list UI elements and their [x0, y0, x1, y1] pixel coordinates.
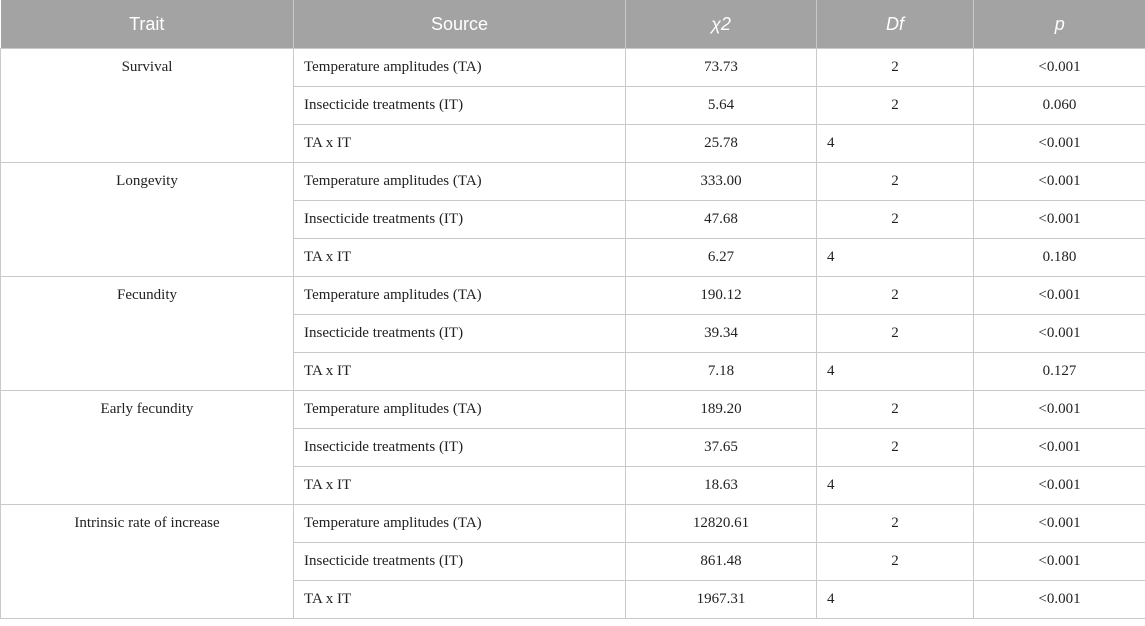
df-cell: 2 [817, 429, 974, 467]
p-value-cell: <0.001 [974, 467, 1145, 505]
chi-square-cell: 73.73 [626, 49, 817, 87]
source-cell: Insecticide treatments (IT) [294, 315, 626, 353]
table-row [1, 49, 1145, 87]
chi-square-cell: 37.65 [626, 429, 817, 467]
chi-square-cell: 12820.61 [626, 505, 817, 543]
chi-square-cell: 5.64 [626, 87, 817, 125]
table-row [1, 391, 1145, 429]
trait-cell: Early fecundity [1, 391, 294, 505]
header-df: Df [817, 0, 974, 49]
df-cell: 4 [817, 581, 974, 619]
table-row [1, 505, 1145, 543]
df-cell: 4 [817, 467, 974, 505]
p-value-cell: <0.001 [974, 49, 1145, 87]
source-cell: Temperature amplitudes (TA) [294, 277, 626, 315]
source-cell: TA x IT [294, 467, 626, 505]
table-body [1, 49, 1145, 619]
df-cell: 2 [817, 543, 974, 581]
chi-square-cell: 861.48 [626, 543, 817, 581]
chi-square-cell: 333.00 [626, 163, 817, 201]
chi-square-cell: 189.20 [626, 391, 817, 429]
header-row [1, 0, 1145, 49]
p-value-cell: <0.001 [974, 543, 1145, 581]
trait-cell: Survival [1, 49, 294, 163]
source-cell: Temperature amplitudes (TA) [294, 163, 626, 201]
p-value-cell: <0.001 [974, 505, 1145, 543]
df-cell: 2 [817, 201, 974, 239]
header-trait: Trait [1, 0, 294, 49]
trait-cell: Fecundity [1, 277, 294, 391]
df-cell: 4 [817, 239, 974, 277]
chi-square-cell: 18.63 [626, 467, 817, 505]
source-cell: TA x IT [294, 581, 626, 619]
source-cell: Insecticide treatments (IT) [294, 87, 626, 125]
trait-cell: Intrinsic rate of increase [1, 505, 294, 619]
p-value-cell: <0.001 [974, 277, 1145, 315]
chi-square-cell: 190.12 [626, 277, 817, 315]
df-cell: 4 [817, 353, 974, 391]
p-value-cell: <0.001 [974, 163, 1145, 201]
table-header [1, 0, 1145, 49]
chi-square-cell: 47.68 [626, 201, 817, 239]
source-cell: TA x IT [294, 125, 626, 163]
p-value-cell: 0.060 [974, 87, 1145, 125]
df-cell: 2 [817, 49, 974, 87]
df-cell: 2 [817, 277, 974, 315]
chi-square-cell: 7.18 [626, 353, 817, 391]
table-row [1, 163, 1145, 201]
p-value-cell: <0.001 [974, 201, 1145, 239]
p-value-cell: 0.127 [974, 353, 1145, 391]
p-value-cell: <0.001 [974, 315, 1145, 353]
p-value-cell: <0.001 [974, 391, 1145, 429]
df-cell: 4 [817, 125, 974, 163]
p-value-cell: 0.180 [974, 239, 1145, 277]
source-cell: TA x IT [294, 239, 626, 277]
p-value-cell: <0.001 [974, 581, 1145, 619]
source-cell: Temperature amplitudes (TA) [294, 391, 626, 429]
source-cell: Temperature amplitudes (TA) [294, 49, 626, 87]
chi-square-cell: 39.34 [626, 315, 817, 353]
source-cell: Insecticide treatments (IT) [294, 429, 626, 467]
df-cell: 2 [817, 87, 974, 125]
p-value-cell: <0.001 [974, 125, 1145, 163]
table-row [1, 277, 1145, 315]
header-chi-square: χ2 [626, 0, 817, 49]
source-cell: Insecticide treatments (IT) [294, 543, 626, 581]
source-cell: Temperature amplitudes (TA) [294, 505, 626, 543]
header-source: Source [294, 0, 626, 49]
trait-cell: Longevity [1, 163, 294, 277]
p-value-cell: <0.001 [974, 429, 1145, 467]
source-cell: TA x IT [294, 353, 626, 391]
df-cell: 2 [817, 315, 974, 353]
df-cell: 2 [817, 505, 974, 543]
df-cell: 2 [817, 163, 974, 201]
header-p-value: p [974, 0, 1145, 49]
chi-square-cell: 6.27 [626, 239, 817, 277]
chi-square-cell: 1967.31 [626, 581, 817, 619]
df-cell: 2 [817, 391, 974, 429]
source-cell: Insecticide treatments (IT) [294, 201, 626, 239]
chi-square-cell: 25.78 [626, 125, 817, 163]
